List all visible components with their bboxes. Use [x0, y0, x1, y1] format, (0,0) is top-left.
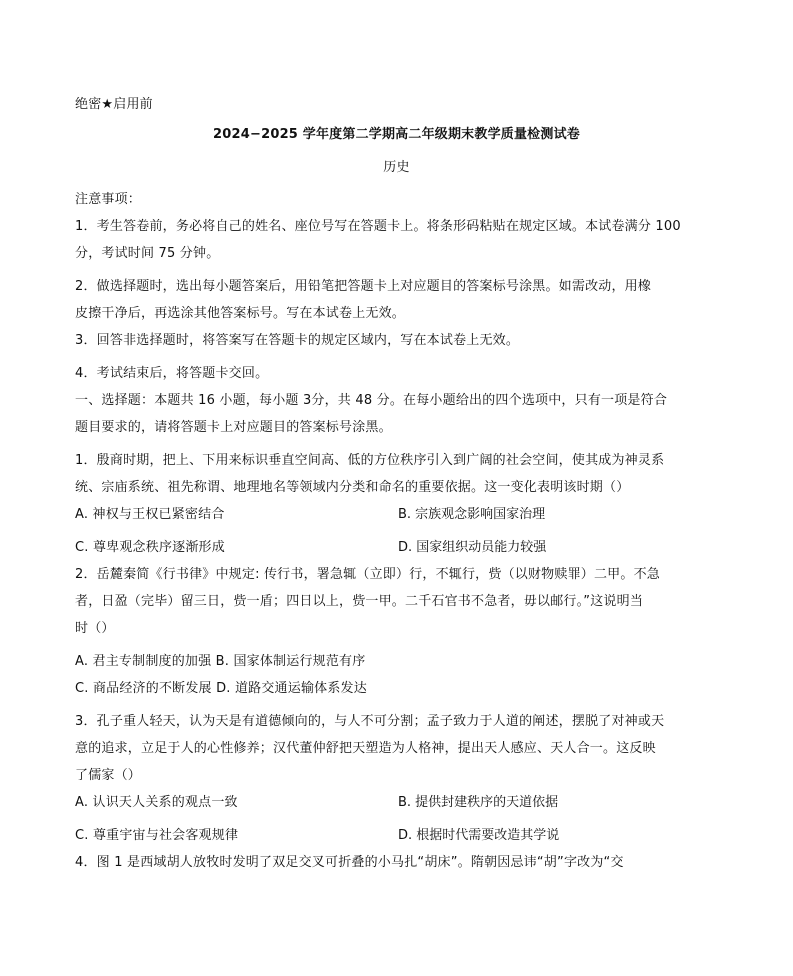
- question-1-stem: 1．殷商时期，把上、下用来标识垂直空间高、低的方位秩序引入到广阔的社会空间，使其成为神灵系: [75, 453, 665, 468]
- notice-heading: 注意事项：: [75, 192, 142, 207]
- question-4-stem: 4．图 1 是西域胡人放牧时发明了双足交叉可折叠的小马扎“胡床”。隋朝因忌讳“胡”字改为“交: [75, 855, 624, 870]
- question-1-stem-cont: 统、宗庙系统、祖先称谓、地理地名等领域内分类和命名的重要依据。这一变化表明该时期（）: [75, 480, 630, 495]
- question-2-stem-end: 时（）: [75, 621, 115, 636]
- notice-item-3: 3．回答非选择题时，将答案写在答题卡的规定区域内，写在本试卷上无效。: [75, 333, 520, 348]
- subject-title: 历史: [383, 160, 410, 175]
- question-3-stem-end: 了儒家（）: [75, 768, 142, 783]
- notice-item-1: 1．考生答卷前，务必将自己的姓名、座位号写在答题卡上。将条形码粘贴在规定区域。本试卷满分 100: [75, 219, 681, 234]
- question-1-option-c: C. 尊卑观念秩序逐渐形成: [75, 540, 225, 555]
- question-2-options-ab: A. 君主专制制度的加强 B. 国家体制运行规范有序: [75, 654, 366, 669]
- question-3-option-a: A. 认识天人关系的观点一致: [75, 795, 238, 810]
- notice-item-2: 2．做选择题时，选出每小题答案后，用铅笔把答题卡上对应题目的答案标号涂黑。如需改动，用橡: [75, 279, 652, 294]
- notice-item-1-cont: 分，考试时间 75 分钟。: [75, 246, 220, 261]
- notice-item-4: 4．考试结束后，将答题卡交回。: [75, 366, 269, 381]
- question-3-option-d: D. 根据时代需要改造其学说: [398, 828, 560, 843]
- question-3-option-b: B. 提供封建秩序的天道依据: [398, 795, 559, 810]
- secret-label: 绝密★启用前: [75, 97, 153, 112]
- question-1-option-b: B. 宗族观念影响国家治理: [398, 507, 546, 522]
- exam-title: 2024−2025 学年度第二学期高二年级期末教学质量检测试卷: [213, 127, 580, 142]
- section-instructions: 一、选择题：本题共 16 小题，每小题 3分，共 48 分。在每小题给出的四个选项中，只有一项是符合: [75, 393, 668, 408]
- question-3-option-c: C. 尊重宇宙与社会客观规律: [75, 828, 239, 843]
- question-1-option-d: D. 国家组织动员能力较强: [398, 540, 547, 555]
- question-2-options-cd: C. 商品经济的不断发展 D. 道路交通运输体系发达: [75, 681, 367, 696]
- question-2-stem-cont: 者，日盈（完毕）留三日，赀一盾；四日以上，赀一甲。二千石官书不急者，毋以邮行。”这说明当: [75, 594, 644, 609]
- question-2-stem: 2．岳麓秦简《行书律》中规定: 传行书，署急辄（立即）行，不辄行，赀（以财物赎罪）二甲。不急: [75, 567, 660, 582]
- question-1-option-a: A. 神权与王权已紧密结合: [75, 507, 225, 522]
- section-instructions-cont: 题目要求的，请将答题卡上对应题目的答案标号涂黑。: [75, 420, 392, 435]
- notice-item-2-cont: 皮擦干净后，再选涂其他答案标号。写在本试卷上无效。: [75, 306, 406, 321]
- question-3-stem: 3．孔子重人轻天，认为天是有道德倾向的，与人不可分割；孟子致力于人道的阐述，摆脱了对神或天: [75, 714, 665, 729]
- question-3-stem-cont: 意的追求，立足于人的心性修养；汉代董仲舒把天塑造为人格神，提出天人感应、天人合一。这反映: [75, 741, 656, 756]
